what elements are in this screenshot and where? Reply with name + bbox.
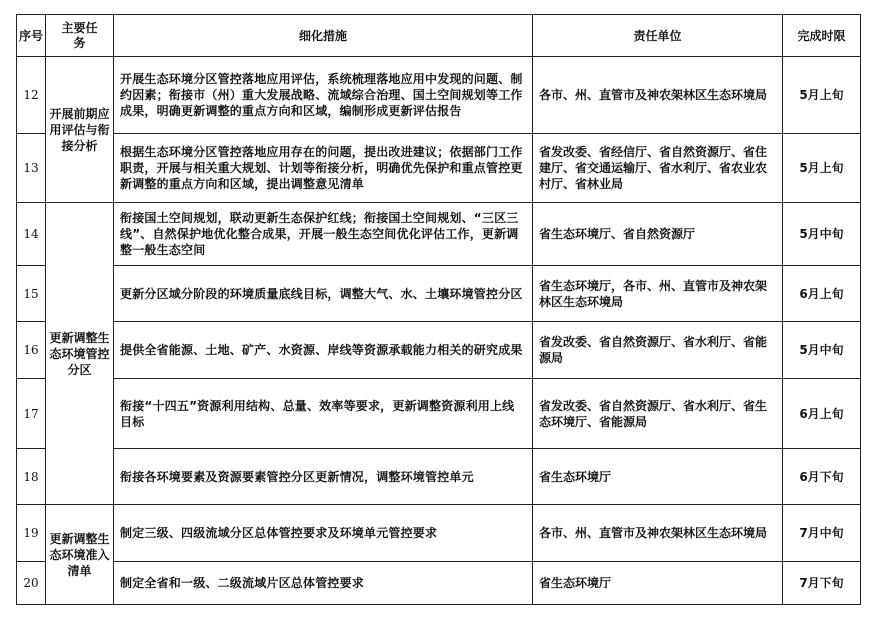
unit-cell: 省生态环境厅 [533, 449, 783, 505]
task-table [16, 14, 861, 605]
row-no: 15 [17, 266, 46, 322]
time-cell: 5月中旬 [783, 203, 861, 266]
time-cell: 6月下旬 [783, 449, 861, 505]
unit-cell: 省生态环境厅，各市、州、直管市及神农架林区生态环境局 [533, 266, 783, 322]
header-time: 完成时限 [783, 15, 861, 57]
measure-cell: 衔接各环境要素及资源要素管控分区更新情况，调整环境管控单元 [114, 449, 533, 505]
measure-cell: 衔接“十四五”资源利用结构、总量、效率等要求，更新调整资源利用上线目标 [114, 379, 533, 449]
row-no: 16 [17, 322, 46, 379]
table-row [17, 266, 861, 322]
measure-cell: 开展生态环境分区管控落地应用评估，系统梳理落地应用中发现的问题、制约因素；衔接市（州）重大发展战略、流域综合治理、国土空间规划等工作成果，明确更新调整的重点方向和区域，编制形成更新评估报告 [114, 57, 533, 134]
time-cell: 6月上旬 [783, 266, 861, 322]
row-no: 13 [17, 134, 46, 203]
task-cell: 开展前期应用评估与衔接分析 [46, 57, 114, 203]
task-cell: 更新调整生态环境管控分区 [46, 203, 114, 505]
time-cell: 7月中旬 [783, 505, 861, 562]
header-unit: 责任单位 [533, 15, 783, 57]
unit-cell: 省发改委、省自然资源厅、省水利厅、省能源局 [533, 322, 783, 379]
unit-cell: 省生态环境厅、省自然资源厅 [533, 203, 783, 266]
unit-cell: 省发改委、省经信厅、省自然资源厅、省住建厅、省交通运输厅、省水利厅、省农业农村厅、省林业局 [533, 134, 783, 203]
header-no: 序号 [17, 15, 46, 57]
table-row [17, 562, 861, 605]
measure-cell: 制定三级、四级流域分区总体管控要求及环境单元管控要求 [114, 505, 533, 562]
time-cell: 7月下旬 [783, 562, 861, 605]
measure-cell: 提供全省能源、土地、矿产、水资源、岸线等资源承载能力相关的研究成果 [114, 322, 533, 379]
row-no: 17 [17, 379, 46, 449]
unit-cell: 各市、州、直管市及神农架林区生态环境局 [533, 57, 783, 134]
unit-cell: 省生态环境厅 [533, 562, 783, 605]
header-row [17, 15, 861, 57]
table-row [17, 203, 861, 266]
measure-cell: 更新分区域分阶段的环境质量底线目标，调整大气、水、土壤环境管控分区 [114, 266, 533, 322]
measure-cell: 根据生态环境分区管控落地应用存在的问题，提出改进建议；依据部门工作职责，开展与相关重大规划、计划等衔接分析，明确优先保护和重点管控更新调整的重点方向和区域，提出调整意见清单 [114, 134, 533, 203]
table-row [17, 322, 861, 379]
unit-cell: 各市、州、直管市及神农架林区生态环境局 [533, 505, 783, 562]
document-page [16, 14, 860, 604]
measure-cell: 衔接国土空间规划，联动更新生态保护红线；衔接国土空间规划、“三区三线”、自然保护地优化整合成果，开展一般生态空间优化评估工作，更新调整一般生态空间 [114, 203, 533, 266]
measure-cell: 制定全省和一级、二级流域片区总体管控要求 [114, 562, 533, 605]
row-no: 20 [17, 562, 46, 605]
table-row [17, 57, 861, 134]
header-task: 主要任务 [46, 15, 114, 57]
row-no: 14 [17, 203, 46, 266]
table-row [17, 134, 861, 203]
time-cell: 5月上旬 [783, 134, 861, 203]
row-no: 18 [17, 449, 46, 505]
table-row [17, 449, 861, 505]
table-row [17, 505, 861, 562]
task-cell: 更新调整生态环境准入清单 [46, 505, 114, 605]
time-cell: 5月中旬 [783, 322, 861, 379]
table-row [17, 379, 861, 449]
row-no: 19 [17, 505, 46, 562]
time-cell: 6月上旬 [783, 379, 861, 449]
unit-cell: 省发改委、省自然资源厅、省水利厅、省生态环境厅、省能源局 [533, 379, 783, 449]
header-measure: 细化措施 [114, 15, 533, 57]
row-no: 12 [17, 57, 46, 134]
time-cell: 5月上旬 [783, 57, 861, 134]
